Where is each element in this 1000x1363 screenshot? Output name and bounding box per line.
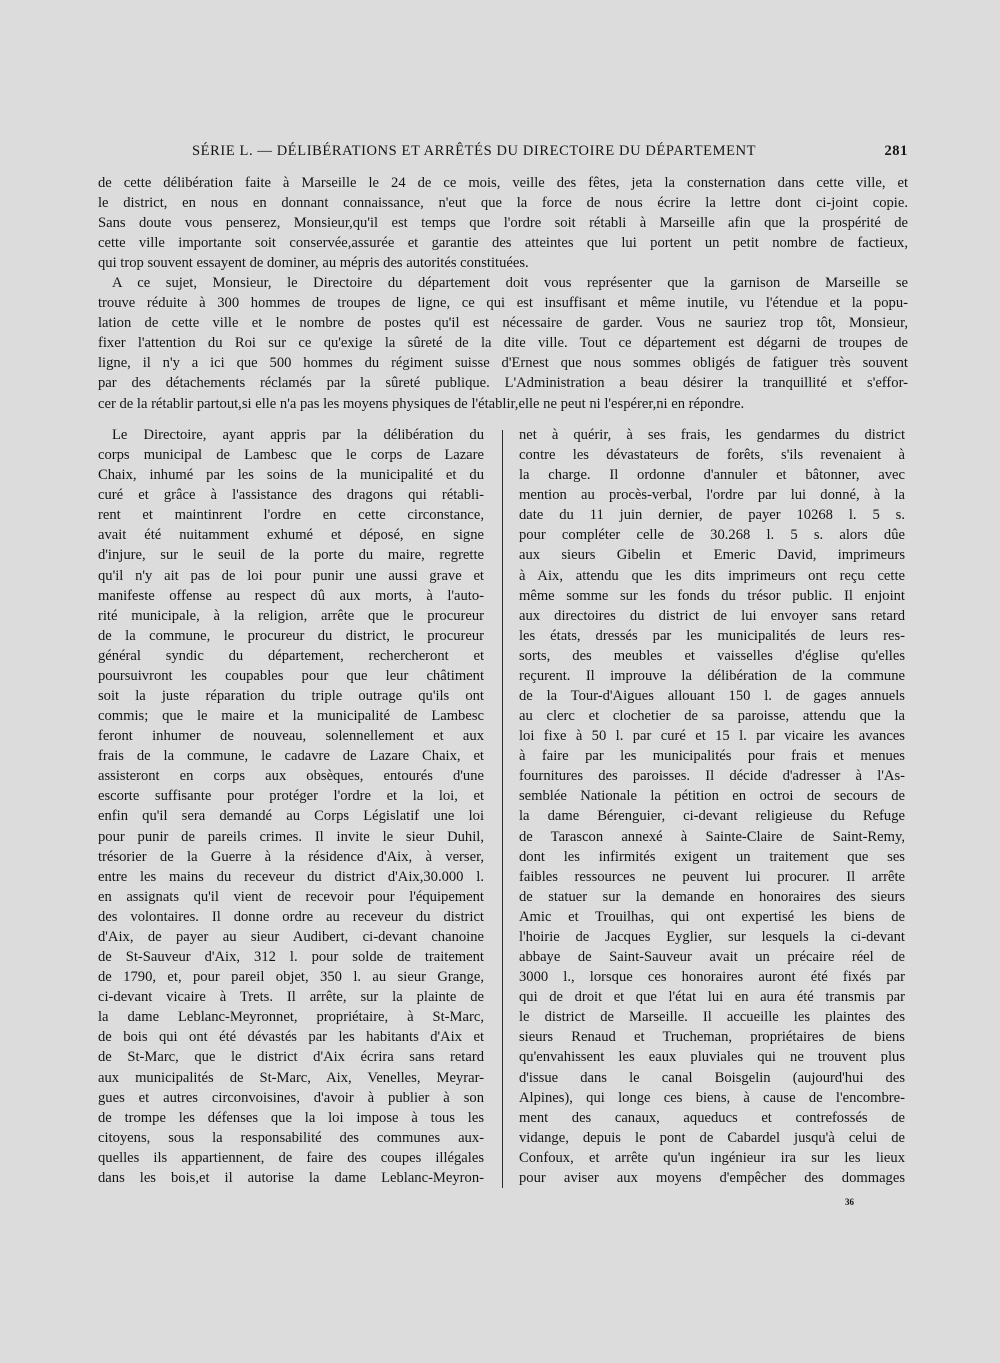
text-line: de trompe les défenses que la loi impose à tous les bbox=[98, 1109, 484, 1126]
text-line: de cette délibération faite à Marseille le 24 de ce mois, veille des fêtes, jeta la consternation dans cette ville, et bbox=[98, 175, 908, 191]
text-line: fixer l'attention du Roi sur ce qu'exige la sûreté de la dite ville. Tout ce département est dégarni de troupes de bbox=[98, 335, 908, 352]
text-line: cette ville importante soit conservée,assurée et garantie des atteintes que lui portent un petit nombre de factieux, bbox=[98, 235, 908, 252]
text-line: aux municipalités de St-Marc, Aix, Venelles, Meyrar- bbox=[98, 1069, 484, 1086]
text-line: enfin qu'il sera demandé au Corps Législatif une loi bbox=[98, 808, 484, 825]
text-line: la dame Bérenguier, ci-devant religieuse du Refuge bbox=[519, 808, 905, 825]
text-line: 3000 l., lorsque ces honoraires auront été fixés par bbox=[519, 969, 905, 986]
text-line: de St-Sauveur d'Aix, 312 l. pour solde de traitement bbox=[98, 949, 484, 966]
text-line: rent et maintinrent l'ordre en cette circonstance, bbox=[98, 507, 484, 524]
text-line: qui trop souvent essayent de dominer, au mépris des autorités constituées. bbox=[98, 255, 529, 272]
page-number: 281 bbox=[884, 143, 908, 159]
running-title: SÉRIE L. — DÉLIBÉRATIONS ET ARRÊTÉS DU DIRECTOIRE DU DÉPARTEMENT bbox=[192, 143, 757, 159]
text-line: ci-devant vicaire à Trets. Il arrête, sur la plainte de bbox=[98, 989, 484, 1006]
text-line: de statuer sur la demande en honoraires des sieurs bbox=[519, 888, 905, 905]
text-line: aux sieurs Gibelin et Emeric David, imprimeurs bbox=[519, 547, 905, 564]
text-line: gues et autres circonvoisines, d'avoir à publier à son bbox=[98, 1089, 484, 1106]
text-line: lation de cette ville et le nombre de postes qu'il est nécessaire de garder. Vous ne sauriez trop tôt, Monsieur, bbox=[98, 315, 908, 332]
text-line: dans les bois,et il autorise la dame Leblanc-Meyron- bbox=[98, 1169, 484, 1186]
text-line: Chaix, inhumé par les soins de la municipalité et du bbox=[98, 467, 484, 484]
text-line: des volontaires. Il donne ordre au receveur du district bbox=[98, 908, 484, 925]
text-line: de la Tour-d'Aigues allouant 150 l. de gages annuels bbox=[519, 688, 905, 705]
text-line: reçurent. Il improuve la délibération de la commune bbox=[519, 667, 905, 684]
text-line: à faire par les municipalités pour frais et menues bbox=[519, 748, 905, 765]
text-line: de St-Marc, que le district d'Aix écrira sans retard bbox=[98, 1049, 484, 1066]
text-line: faibles ressources ne peuvent lui procurer. Il arrête bbox=[519, 868, 905, 885]
text-line: poursuivront les coupables pour que leur châtiment bbox=[98, 667, 484, 684]
text-line: citoyens, sous la responsabilité des communes aux- bbox=[98, 1129, 484, 1146]
text-line: de Tarascon annexé à Sainte-Claire de Saint-Remy, bbox=[519, 828, 905, 845]
text-line: Le Directoire, ayant appris par la délibération du bbox=[112, 427, 484, 443]
text-line: Confoux, et arrête qu'un ingénieur ira sur les lieux bbox=[519, 1149, 905, 1166]
text-line: trouve réduite à 300 hommes de troupes de ligne, ce qui est insuffisant et même inutile, vu l'étendue et la popu- bbox=[98, 295, 908, 312]
text-line: d'injure, sur le seuil de la porte du maire, regrette bbox=[98, 547, 484, 564]
right-column bbox=[519, 425, 905, 1188]
text-line: loi fixe à 50 l. par curé et 15 l. par vicaire les avances bbox=[519, 728, 905, 745]
text-line: rité municipale, à la religion, arrête que le procureur bbox=[98, 607, 484, 624]
text-line: le district de Marseille. Il accueille les plaintes des bbox=[519, 1009, 905, 1026]
text-line: Sans doute vous penserez, Monsieur,qu'il est temps que l'ordre soit rétabli à Marseille afin que la prospérité de bbox=[98, 215, 908, 232]
text-line: assisteront en corps aux obsèques, entourés d'une bbox=[98, 768, 484, 785]
text-line: aux directoires du district de lui envoyer sans retard bbox=[519, 607, 905, 624]
column-divider bbox=[502, 430, 503, 1188]
text-line: commis; que le maire et la municipalité de Lambesc bbox=[98, 708, 484, 725]
text-line: entre les mains du receveur du district d'Aix,30.000 l. bbox=[98, 868, 484, 885]
text-line: l'hoirie de Jacques Eyglier, sur lesquels la ci-devant bbox=[519, 928, 905, 945]
text-line: curé et grâce à l'assistance des dragons qui rétabli- bbox=[98, 487, 484, 504]
text-line: sieurs Renaud et Trucheman, propriétaires de biens bbox=[519, 1029, 905, 1046]
text-line: semblée Nationale la pétition en octroi de secours de bbox=[519, 788, 905, 805]
top-paragraph bbox=[98, 173, 908, 414]
text-line: manifeste offense au respect dû aux morts, à l'auto- bbox=[98, 587, 484, 604]
text-line: qui de droit et que l'état lui en aura été transmis par bbox=[519, 989, 905, 1006]
signature-mark: 36 bbox=[845, 1197, 854, 1207]
text-line: en assignats qu'il vient de recevoir pour l'équipement bbox=[98, 888, 484, 905]
text-line: feront inhumer de nouveau, solennellement et aux bbox=[98, 728, 484, 745]
text-line: le district, en nous en donnant connaissance, n'eut que la force de nous écrire la lettre dont ci-joint copie. bbox=[98, 195, 908, 212]
text-line: soit la juste réparation du triple outrage qu'ils ont bbox=[98, 688, 484, 705]
page-header bbox=[192, 143, 908, 163]
text-line: Amic et Trouilhas, qui ont expertisé les biens de bbox=[519, 908, 905, 925]
text-line: ment des canaux, aqueducs et contrefossés de bbox=[519, 1109, 905, 1126]
left-column bbox=[98, 425, 484, 1188]
text-line: ligne, il n'y a ici que 500 hommes du régiment suisse d'Ernest que nous sommes obligés de fatiguer très souvent bbox=[98, 355, 908, 372]
text-line: même somme sur les fonds du trésor public. Il enjoint bbox=[519, 587, 905, 604]
text-line: d'issue dans le canal Boisgelin (aujourd'hui des bbox=[519, 1069, 905, 1086]
text-line: de bois qui ont été dévastés par les habitants d'Aix et bbox=[98, 1029, 484, 1046]
text-line: abbaye de Saint-Sauveur avait un précaire réel de bbox=[519, 949, 905, 966]
text-line: A ce sujet, Monsieur, le Directoire du département doit vous représenter que la garnison de Marseille se bbox=[112, 275, 908, 292]
text-line: pour compléter celle de 30.268 l. 5 s. alors dûe bbox=[519, 527, 905, 544]
text-line: à Aix, attendu que les dits imprimeurs ont reçu cette bbox=[519, 567, 905, 584]
text-line: qu'envahissent les eaux pluviales qui ne trouvent plus bbox=[519, 1049, 905, 1066]
text-line: général syndic du département, rechercheront et bbox=[98, 647, 484, 664]
text-line: corps municipal de Lambesc que le corps de Lazare bbox=[98, 447, 484, 464]
text-line: cer de la rétablir partout,si elle n'a pas les moyens physiques de l'établir,elle ne peut ni l'espérer,ni en répondre. bbox=[98, 395, 745, 412]
text-line: pour punir de pareils crimes. Il invite le sieur Duhil, bbox=[98, 828, 484, 845]
text-line: pour aviser aux moyens d'empêcher des dommages bbox=[519, 1169, 905, 1186]
text-line: fournitures des paroisses. Il décide d'adresser à l'As- bbox=[519, 768, 905, 785]
text-line: la charge. Il ordonne d'annuler et bâtonner, avec bbox=[519, 467, 905, 484]
text-line: frais de la commune, le cadavre de Lazare Chaix, et bbox=[98, 748, 484, 765]
text-line: de 1790, et, pour pareil objet, 350 l. au sieur Grange, bbox=[98, 969, 484, 986]
text-line: quelles ils appartiennent, de faire des coupes illégales bbox=[98, 1149, 484, 1166]
text-line: contre les dévastateurs de forêts, s'ils revenaient à bbox=[519, 447, 905, 464]
text-line: qu'il n'y ait pas de loi pour punir une aussi grave et bbox=[98, 567, 484, 584]
text-line: net à quérir, à ses frais, les gendarmes du district bbox=[519, 427, 905, 443]
text-line: Alpines), qui longe ces biens, à cause de l'encombre- bbox=[519, 1089, 905, 1106]
text-line: vidange, depuis le pont de Cabardel jusqu'à celui de bbox=[519, 1129, 905, 1146]
text-line: mention au procès-verbal, l'ordre par lui donné, à la bbox=[519, 487, 905, 504]
text-line: la dame Leblanc-Meyronnet, propriétaire, à St-Marc, bbox=[98, 1009, 484, 1026]
text-line: dont les infirmités exigent un traitement que ses bbox=[519, 848, 905, 865]
text-line: par des détachements réclamés par la sûreté publique. L'Administration a beau désirer la tranquillité et s'effor- bbox=[98, 375, 908, 392]
text-line: d'Aix, de payer au sieur Audibert, ci-devant chanoine bbox=[98, 928, 484, 945]
text-line: au clerc et clochetier de sa paroisse, attendu que la bbox=[519, 708, 905, 725]
text-line: trésorier de la Guerre à la résidence d'Aix, à verser, bbox=[98, 848, 484, 865]
text-line: de la commune, le procureur du district, le procureur bbox=[98, 627, 484, 644]
text-line: sorts, des meubles et vaisselles d'église qu'elles bbox=[519, 647, 905, 664]
text-line: escorte suffisante pour protéger l'ordre et la loi, et bbox=[98, 788, 484, 805]
text-line: avait été nuitamment exhumé et déposé, en signe bbox=[98, 527, 484, 544]
text-line: les états, dressés par les municipalités de leurs res- bbox=[519, 627, 905, 644]
text-line: date du 11 juin dernier, de payer 10268 l. 5 s. bbox=[519, 507, 905, 524]
